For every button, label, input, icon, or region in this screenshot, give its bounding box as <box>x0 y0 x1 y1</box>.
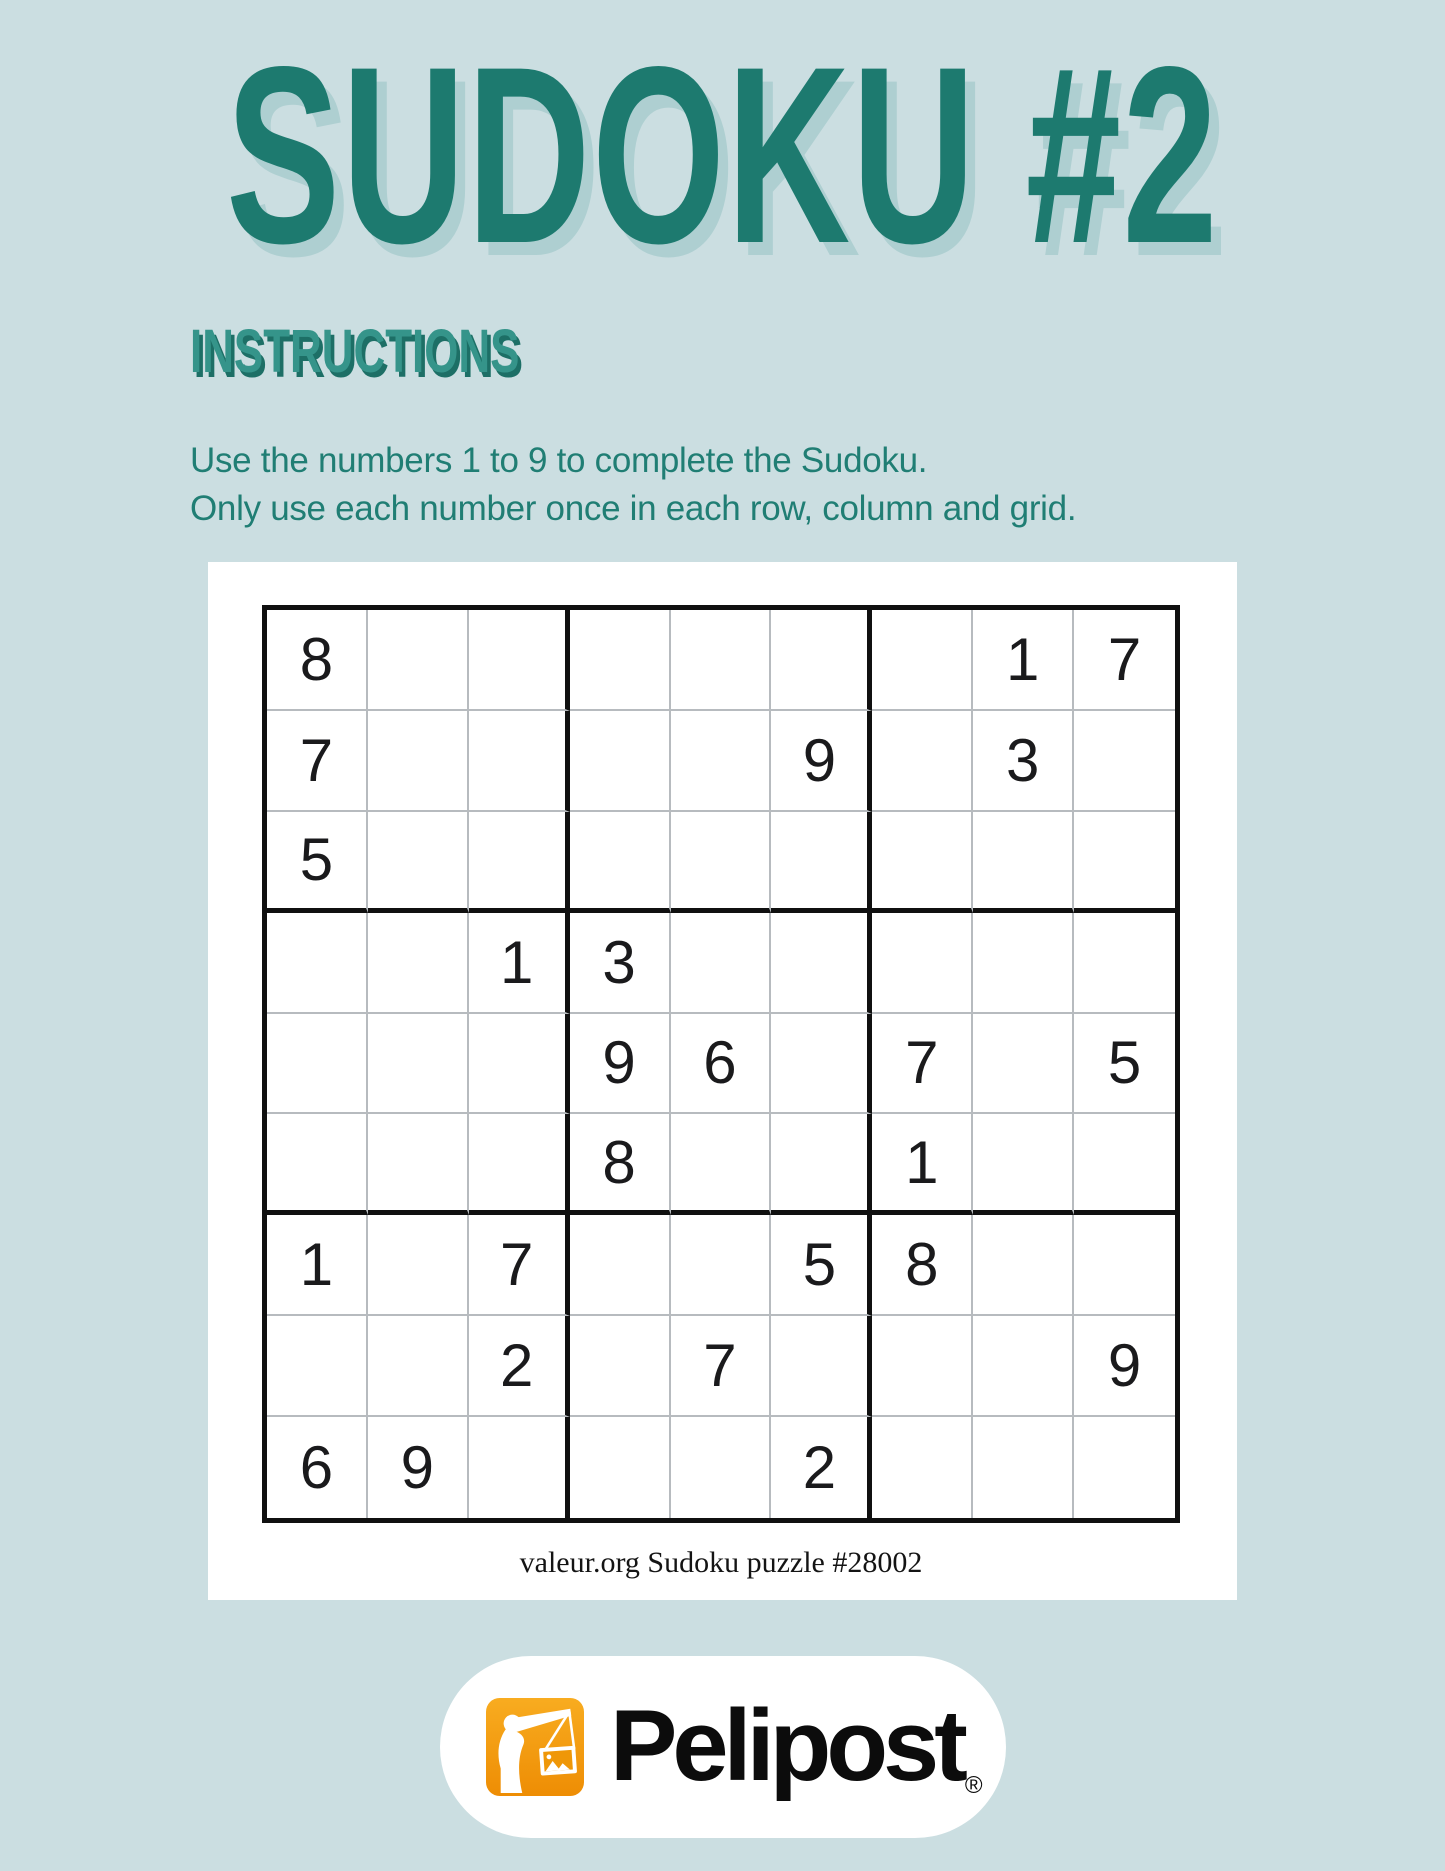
sudoku-cell[interactable] <box>973 1316 1074 1417</box>
sudoku-cell[interactable]: 7 <box>1074 610 1175 711</box>
sudoku-cell[interactable] <box>771 913 872 1014</box>
sudoku-cell[interactable] <box>368 711 469 812</box>
sudoku-cell[interactable] <box>671 913 772 1014</box>
sudoku-cell[interactable] <box>771 1316 872 1417</box>
sudoku-cell[interactable]: 3 <box>973 711 1074 812</box>
sudoku-cell[interactable] <box>671 1215 772 1316</box>
sudoku-cell[interactable] <box>671 812 772 913</box>
sudoku-grid <box>262 605 1180 1523</box>
sudoku-cell[interactable]: 9 <box>570 1014 671 1115</box>
sudoku-cell[interactable] <box>973 913 1074 1014</box>
sudoku-cell[interactable]: 3 <box>570 913 671 1014</box>
sudoku-cell[interactable] <box>1074 812 1175 913</box>
sudoku-cell[interactable]: 7 <box>872 1014 973 1115</box>
sudoku-cell[interactable] <box>368 1316 469 1417</box>
sudoku-cell[interactable]: 1 <box>973 610 1074 711</box>
sudoku-cell[interactable] <box>368 1215 469 1316</box>
sudoku-cell[interactable]: 1 <box>469 913 570 1014</box>
sudoku-cell[interactable] <box>570 812 671 913</box>
sudoku-cell[interactable] <box>570 1215 671 1316</box>
sudoku-cell[interactable] <box>872 1316 973 1417</box>
sudoku-cell[interactable]: 5 <box>1074 1014 1175 1115</box>
sudoku-cell[interactable] <box>469 610 570 711</box>
sudoku-cell[interactable] <box>368 610 469 711</box>
sudoku-cell[interactable]: 1 <box>267 1215 368 1316</box>
sudoku-cell[interactable] <box>469 1014 570 1115</box>
sudoku-cell[interactable] <box>973 1114 1074 1215</box>
sudoku-cell[interactable] <box>368 1114 469 1215</box>
sudoku-cell[interactable] <box>267 1316 368 1417</box>
page-title: SUDOKU #2 <box>225 15 1220 296</box>
sudoku-cell[interactable] <box>570 711 671 812</box>
sudoku-cell[interactable] <box>469 1417 570 1518</box>
sudoku-cell[interactable] <box>973 1014 1074 1115</box>
sudoku-cell[interactable] <box>469 711 570 812</box>
sudoku-cell[interactable] <box>267 1114 368 1215</box>
sudoku-cell[interactable]: 2 <box>469 1316 570 1417</box>
instructions-heading: INSTRUCTIONS <box>190 317 520 385</box>
sudoku-card <box>208 562 1237 1600</box>
brand-pill <box>440 1656 1006 1838</box>
sudoku-cell[interactable]: 8 <box>872 1215 973 1316</box>
sudoku-cell[interactable] <box>570 1316 671 1417</box>
sudoku-cell[interactable] <box>267 1014 368 1115</box>
sudoku-cell[interactable]: 8 <box>267 610 368 711</box>
sudoku-cell[interactable] <box>1074 711 1175 812</box>
sudoku-cell[interactable]: 7 <box>671 1316 772 1417</box>
sudoku-cell[interactable]: 7 <box>267 711 368 812</box>
sudoku-cell[interactable] <box>671 610 772 711</box>
sudoku-cell[interactable] <box>973 1215 1074 1316</box>
sudoku-cell[interactable] <box>771 1014 872 1115</box>
sudoku-cell[interactable] <box>872 913 973 1014</box>
sudoku-cell[interactable] <box>872 610 973 711</box>
sudoku-cell[interactable]: 9 <box>368 1417 469 1518</box>
brand-wordmark: Pelipost <box>610 1690 963 1802</box>
sudoku-cell[interactable] <box>368 1014 469 1115</box>
sudoku-cell[interactable] <box>872 1417 973 1518</box>
registered-mark: ® <box>964 1772 983 1799</box>
sudoku-cell[interactable]: 6 <box>671 1014 772 1115</box>
sudoku-cell[interactable] <box>570 1417 671 1518</box>
sudoku-cell[interactable]: 9 <box>1074 1316 1175 1417</box>
instructions-line-2: Only use each number once in each row, column and grid. <box>190 489 1077 528</box>
sudoku-cell[interactable]: 9 <box>771 711 872 812</box>
sudoku-cell[interactable]: 8 <box>570 1114 671 1215</box>
instructions-text <box>190 437 1076 533</box>
sudoku-cell[interactable] <box>1074 1215 1175 1316</box>
sudoku-cell[interactable] <box>267 913 368 1014</box>
sudoku-cell[interactable] <box>570 610 671 711</box>
sudoku-cell[interactable] <box>872 711 973 812</box>
sudoku-cell[interactable] <box>1074 1114 1175 1215</box>
sudoku-cell[interactable] <box>469 812 570 913</box>
sudoku-cell[interactable] <box>872 812 973 913</box>
sudoku-cell[interactable] <box>771 812 872 913</box>
instructions-line-1: Use the numbers 1 to 9 to complete the Sudoku. <box>190 441 928 480</box>
sudoku-cell[interactable]: 5 <box>771 1215 872 1316</box>
sudoku-cell[interactable]: 2 <box>771 1417 872 1518</box>
sudoku-cell[interactable] <box>771 610 872 711</box>
pelican-photo-icon <box>486 1698 584 1796</box>
sudoku-cell[interactable] <box>973 1417 1074 1518</box>
puzzle-caption: valeur.org Sudoku puzzle #28002 <box>519 1546 923 1579</box>
sudoku-cell[interactable] <box>671 711 772 812</box>
sudoku-cell[interactable] <box>771 1114 872 1215</box>
sudoku-cell[interactable] <box>973 812 1074 913</box>
sudoku-cell[interactable] <box>1074 913 1175 1014</box>
sudoku-cell[interactable] <box>671 1417 772 1518</box>
sudoku-cell[interactable]: 6 <box>267 1417 368 1518</box>
sudoku-cell[interactable] <box>469 1114 570 1215</box>
sudoku-cell[interactable]: 7 <box>469 1215 570 1316</box>
brand-name <box>610 1690 983 1802</box>
sudoku-cell[interactable]: 1 <box>872 1114 973 1215</box>
sudoku-cell[interactable] <box>368 913 469 1014</box>
sudoku-cell[interactable] <box>671 1114 772 1215</box>
sudoku-cell[interactable]: 5 <box>267 812 368 913</box>
sudoku-cell[interactable] <box>368 812 469 913</box>
sudoku-cell[interactable] <box>1074 1417 1175 1518</box>
